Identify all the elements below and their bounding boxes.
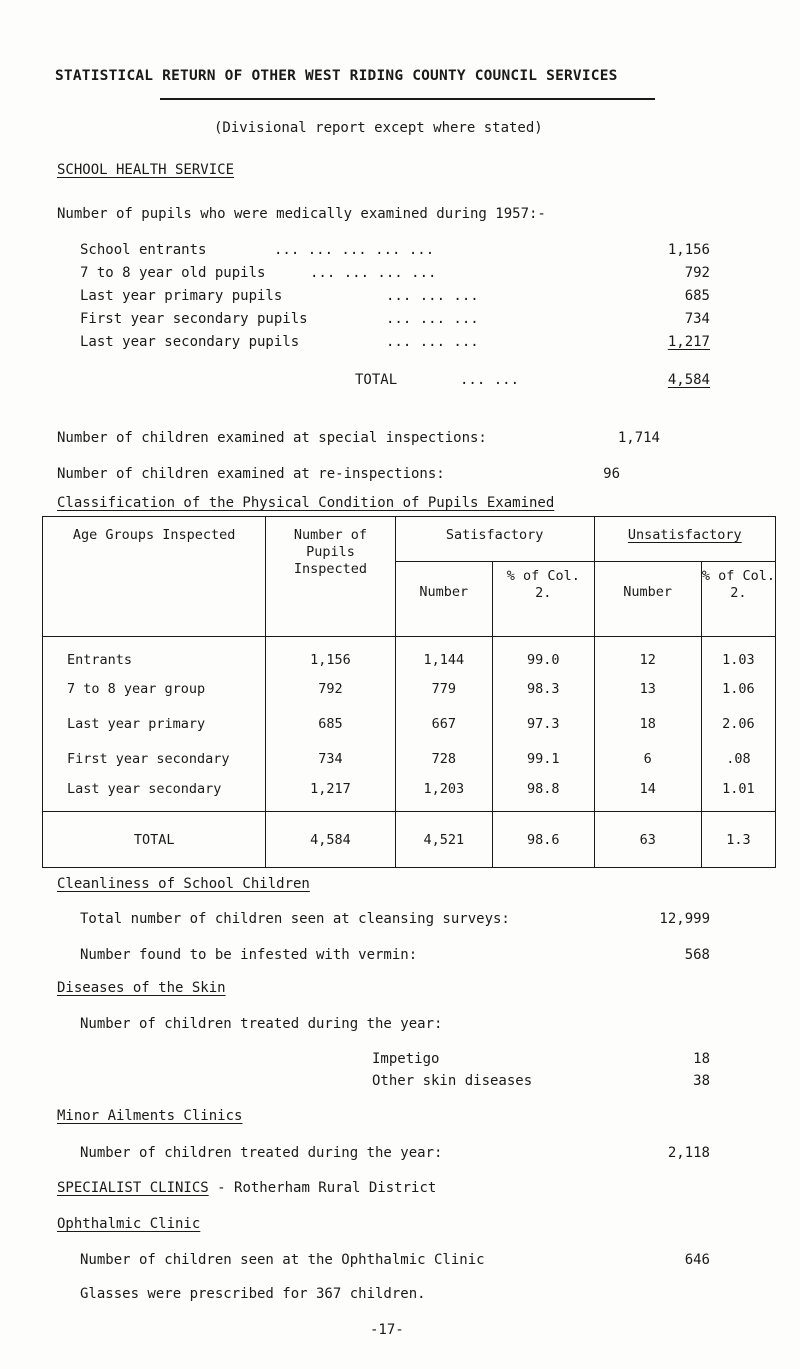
cell-sat-num: 779 (431, 681, 456, 697)
total-sat-num: 4,521 (395, 812, 492, 868)
table-row (43, 707, 776, 742)
skin-item-label: Other skin diseases (372, 1073, 533, 1089)
title-rule (160, 98, 655, 100)
skin-heading: Diseases of the Skin (57, 980, 226, 996)
cell-group: Last year secondary (43, 777, 266, 812)
sub-header-unsat-number: Number (594, 562, 701, 637)
glasses-text: Glasses were prescribed for 367 children. (80, 1286, 426, 1302)
cell-sat-num: 667 (431, 716, 456, 732)
table-row (43, 742, 776, 777)
examined-item-dots: ... ... ... ... ... (274, 242, 435, 258)
examined-item-value: 734 (684, 311, 710, 327)
examined-item-dots: ... ... ... (386, 311, 479, 327)
col-header-unsatisfactory-label: Unsatisfactory (627, 527, 742, 543)
cell-unsat-pct: 1.03 (701, 637, 775, 672)
minor-ailments-heading: Minor Ailments Clinics (57, 1108, 243, 1124)
cell-sat-pct: 98.3 (492, 672, 594, 707)
cell-unsat-pct: 1.06 (701, 672, 775, 707)
sub-header-unsat-pct: % of Col. 2. (701, 562, 775, 637)
cell-unsat-pct: 1.01 (701, 777, 775, 812)
specialist-clinics-line (57, 1180, 436, 1196)
cell-unsat-num: 13 (639, 681, 656, 697)
examined-item-label: Last year primary pupils (80, 288, 283, 304)
table-row (43, 637, 776, 672)
subtitle: (Divisional report except where stated) (214, 120, 543, 136)
total-group: TOTAL (43, 812, 266, 868)
cell-inspected: 1,217 (266, 777, 395, 812)
page-title: STATISTICAL RETURN OF OTHER WEST RIDING COUNTY COUNCIL SERVICES (55, 68, 618, 84)
total-inspected: 4,584 (266, 812, 395, 868)
re-inspections-label: Number of children examined at re-inspections: (57, 466, 445, 482)
cell-group: Entrants (43, 637, 266, 672)
cell-inspected: 792 (266, 672, 395, 707)
cell-group: First year secondary (43, 742, 266, 777)
cell-sat-num: 1,144 (395, 637, 492, 672)
skin-item-value: 18 (693, 1051, 710, 1067)
examined-item-label: First year secondary pupils (80, 311, 308, 327)
table-total-row (43, 812, 776, 868)
examined-item-dots: ... ... ... (386, 288, 479, 304)
col-header-number-inspected: Number of Pupils Inspected (266, 517, 395, 637)
section-school-health: SCHOOL HEALTH SERVICE (57, 162, 235, 178)
ophthalmic-seen-label: Number of children seen at the Ophthalmic Clinic (80, 1252, 485, 1268)
minor-treated-value: 2,118 (667, 1145, 710, 1161)
special-inspections-value: 1,714 (617, 430, 660, 446)
cell-unsat-num: 12 (594, 637, 701, 672)
cell-unsat-num: 18 (639, 716, 656, 732)
minor-treated-label: Number of children treated during the year: (80, 1145, 443, 1161)
col-header-unsatisfactory (594, 517, 775, 562)
examined-item-dots: ... ... ... ... (310, 265, 437, 281)
sub-header-sat-number: Number (395, 562, 492, 637)
examined-item-label: 7 to 8 year old pupils (80, 265, 266, 281)
infested-value: 568 (684, 947, 710, 963)
cell-unsat-pct: .08 (701, 742, 775, 777)
examined-item-dots: ... ... ... (386, 334, 479, 350)
examined-item-label: Last year secondary pupils (80, 334, 300, 350)
cell-sat-pct: 98.8 (492, 777, 594, 812)
cell-unsat-pct: 2.06 (701, 707, 775, 742)
examined-total-value: 4,584 (667, 372, 710, 388)
special-inspections-label: Number of children examined at special inspections: (57, 430, 487, 446)
cell-inspected: 734 (266, 742, 395, 777)
ophthalmic-heading: Ophthalmic Clinic (57, 1216, 201, 1232)
page-number: -17- (370, 1322, 404, 1338)
examined-item-value: 1,156 (667, 242, 710, 258)
re-inspections-value: 96 (603, 466, 620, 482)
total-unsat-num: 63 (594, 812, 701, 868)
skin-treated-label: Number of children treated during the year: (80, 1016, 443, 1032)
classification-heading: Classification of the Physical Condition of Pupils Examined (57, 495, 555, 511)
table-row (43, 777, 776, 812)
examined-total-dots: ... ... (460, 372, 520, 388)
cell-unsat-num: 6 (643, 751, 652, 767)
col-header-satisfactory (395, 517, 594, 562)
cell-sat-pct: 99.1 (492, 742, 594, 777)
cleansing-surveys-label: Total number of children seen at cleansing surveys: (80, 911, 510, 927)
cleansing-surveys-value: 12,999 (659, 911, 710, 927)
cell-sat-pct: 99.0 (492, 637, 594, 672)
classification-table (42, 516, 776, 868)
examined-item-label: School entrants (80, 242, 207, 258)
table-row (43, 672, 776, 707)
examined-item-value: 1,217 (667, 334, 710, 350)
cell-unsat-num: 14 (639, 780, 656, 797)
total-sat-pct: 98.6 (492, 812, 594, 868)
cell-inspected: 1,156 (266, 637, 395, 672)
skin-item-label: Impetigo (372, 1051, 440, 1067)
cell-sat-num: 728 (431, 751, 456, 767)
cell-group: 7 to 8 year group (43, 672, 266, 707)
col-header-age: Age Groups Inspected (43, 517, 266, 637)
cell-group: Last year primary (43, 707, 266, 742)
skin-item-value: 38 (693, 1073, 710, 1089)
col-header-satisfactory-label: Satisfactory (445, 527, 544, 543)
examined-item-value: 685 (684, 288, 710, 304)
infested-label: Number found to be infested with vermin: (80, 947, 418, 963)
total-unsat-pct: 1.3 (701, 812, 775, 868)
cell-inspected: 685 (266, 707, 395, 742)
examined-heading: Number of pupils who were medically examined during 1957:- (57, 206, 546, 222)
examined-item-value: 792 (684, 265, 710, 281)
cell-sat-num: 1,203 (423, 780, 465, 797)
sub-header-sat-pct: % of Col. 2. (492, 562, 594, 637)
cleanliness-heading: Cleanliness of School Children (57, 876, 310, 892)
ophthalmic-seen-value: 646 (684, 1252, 710, 1268)
examined-total-label: TOTAL (355, 372, 398, 388)
specialist-suffix: - Rotherham Rural District (217, 1180, 437, 1196)
specialist-heading: SPECIALIST CLINICS (57, 1180, 209, 1196)
cell-sat-pct: 97.3 (492, 707, 594, 742)
